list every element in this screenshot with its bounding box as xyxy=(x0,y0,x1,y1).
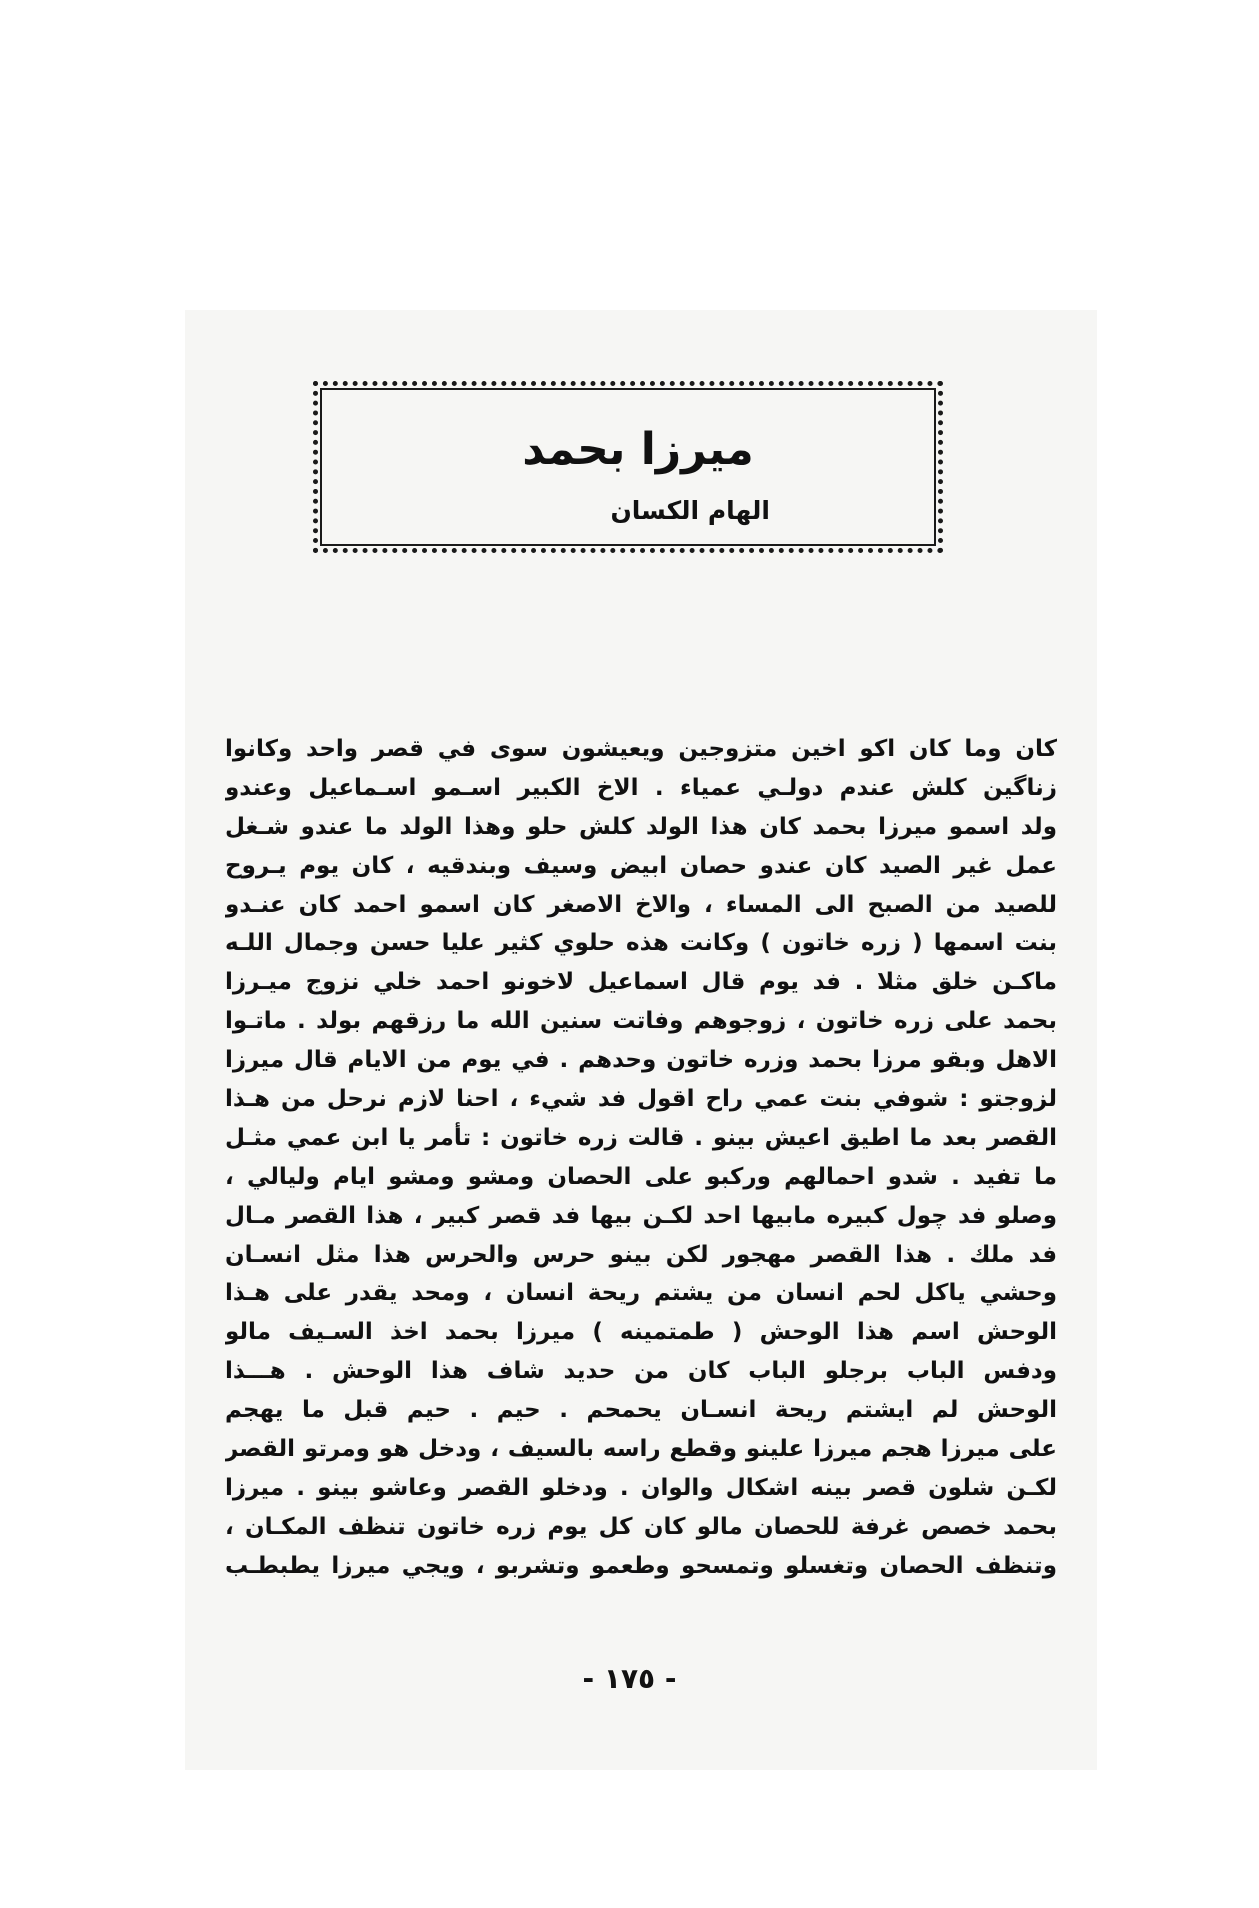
text-line: على ميرزا هجم ميرزا علينو وقطع راسه بالسيف ، ودخل هو ومرتو القصر xyxy=(225,1436,1057,1463)
text-line: للصيد من الصبح الى المساء ، والاخ الاصغر كان اسمو احمد كان عنـدو xyxy=(225,891,1057,918)
page-number: - ١٧٥ - xyxy=(582,1662,677,1695)
text-line: القصر بعد ما اطيق اعيش بينو . قالت زره خاتون : تأمر يا ابن عمي مثـل xyxy=(225,1124,1057,1151)
text-line: الاهل وبقو مرزا بحمد وزره خاتون وحدهم . في يوم من الايام قال ميرزا xyxy=(225,1047,1057,1074)
text-line: الوحش لم ايشتم ريحة انسـان يحمحم . حيم . حيم قبل ما يهجم xyxy=(225,1397,1057,1424)
text-line: فد ملك . هذا القصر مهجور لكن بينو حرس والحرس هذا مثل انسـان xyxy=(225,1241,1057,1268)
text-line: وصلو فد چول كبيره مابيها احد لكـن بيها فد قصر كبير ، هذا القصر مـال xyxy=(225,1202,1057,1229)
text-line: بحمد على زره خاتون ، زوجوهم وفاتت سنين الله ما رزقهم بولد . ماتـوا xyxy=(225,1008,1057,1035)
body-text xyxy=(225,730,1057,1586)
author-name: الهام الكسان xyxy=(610,496,770,525)
text-line: لكـن شلون قصر بينه اشكال والوان . ودخلو القصر وعاشو بينو . ميرزا xyxy=(225,1474,1057,1501)
text-line: ولد اسمو ميرزا بحمد كان هذا الولد كلش حلو وهذا الولد ما عندو شـغل xyxy=(225,813,1057,840)
text-line: عمل غير الصيد كان عندو حصان ابيض وسيف وبندقيه ، كان يوم يـروح xyxy=(225,852,1057,879)
text-line: ودفس الباب برجلو الباب كان من حديد شاف هذا الوحش . هـــذا xyxy=(225,1358,1057,1385)
text-line: وحشي ياكل لحم انسان من يشتم ريحة انسان ، ومحد يقدر على هـذا xyxy=(225,1280,1057,1307)
text-line: بحمد خصص غرفة للحصان مالو كان كل يوم زره خاتون تنظف المكـان ، xyxy=(225,1513,1057,1540)
text-line: ما تفيد . شدو احمالهم وركبو على الحصان ومشو ومشو ايام وليالي ، xyxy=(225,1163,1057,1190)
text-line: كان وما كان اكو اخين متزوجين ويعيشون سوى في قصر واحد وكانوا xyxy=(225,736,1057,762)
page-title: ميرزا بحمد xyxy=(522,424,754,475)
title-frame xyxy=(313,381,943,553)
text-line: بنت اسمها ( زره خاتون ) وكانت هذه حلوي كثير عليا حسن وجمال اللـه xyxy=(225,930,1057,957)
text-line: لزوجتو : شوفي بنت عمي راح اقول فد شيء ، احنا لازم نرحل من هـذا xyxy=(225,1086,1057,1113)
text-line: وتنظف الحصان وتغسلو وتمسحو وطعمو وتشربو ، ويجي ميرزا يطبطـب xyxy=(225,1552,1057,1579)
text-line: ماكـن خلق مثلا . فد يوم قال اسماعيل لاخونو احمد خلي نزوج ميـرزا xyxy=(225,969,1057,996)
text-line: الوحش اسم هذا الوحش ( طمتمينه ) ميرزا بحمد اخذ السـيف مالو xyxy=(225,1319,1057,1346)
text-line: زناگين كلش عندم دولـي عمياء . الاخ الكبير اسـمو اسـماعيل وعندو xyxy=(225,774,1057,801)
